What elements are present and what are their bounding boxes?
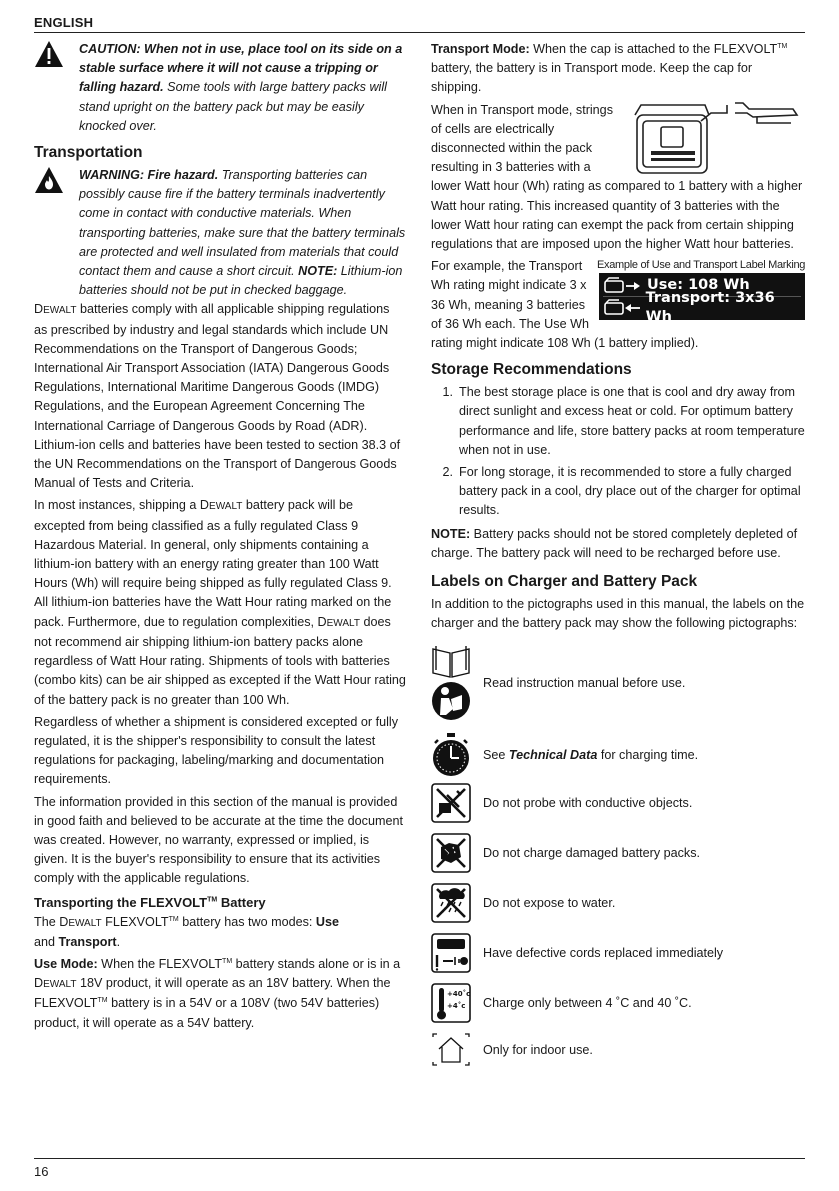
battery-arrow-right-icon xyxy=(603,277,647,295)
transport-word: Transport xyxy=(58,934,117,949)
use-word: Use xyxy=(315,914,340,929)
charging-time-suffix: for charging time. xyxy=(597,747,699,762)
caution-text: Some tools with large battery packs will stand upright on the battery pack but may be easily knocked over. xyxy=(79,80,387,133)
brand-name: EWALT xyxy=(68,917,102,929)
shipping-text-c: does not recommend air shipping lithium-ion battery packs alone regardless of Watt Hour rating. Shipments of tools with batteries (combo kits) can be air shipped as excepted if the Watt Hour rating of the battery pack is no greater than 100 Wh. xyxy=(34,614,406,707)
modes-text-a: The xyxy=(34,914,60,929)
thermometer-icon xyxy=(431,983,481,1023)
list-number: 1. xyxy=(442,385,453,400)
note-text: Battery packs should not be stored completely depleted of charge. The battery pack will need to be recharged before use. xyxy=(431,526,798,560)
use-mode-text-a: When the FLEXVOLT xyxy=(97,956,223,971)
use-label-text: Use: 108 Wh xyxy=(647,277,750,294)
footer-rule xyxy=(34,1158,805,1159)
temp-high-label: +40˚c xyxy=(447,990,471,999)
storage-list xyxy=(431,383,805,520)
brand-initial: D xyxy=(199,498,210,513)
brand-name: EWALT xyxy=(43,305,77,317)
label-marking-example xyxy=(597,257,806,325)
caution-block xyxy=(34,40,406,136)
regulations-paragraph: Regardless of whether a shipment is considered excepted or fully regulated, it is the shipper's responsibility to consult the latest regulations for packaging, labeling/marking and documentation requirements. xyxy=(34,714,399,787)
storage-title: Storage Recommendations xyxy=(431,361,632,379)
no-probe-icon xyxy=(431,783,481,823)
flexvolt-title-text: Transporting the FLEXVOLT xyxy=(34,894,208,910)
charge-temp-text: Charge only between 4 ˚C and 40 ˚C. xyxy=(483,995,692,1010)
labels-intro: In addition to the pictographs used in this manual, the labels on the charger and the battery pack may show the following pictographs: xyxy=(431,597,805,631)
brand-name: EWALT xyxy=(43,979,77,991)
indoor-text: Only for indoor use. xyxy=(483,1042,593,1057)
brand-initial: D xyxy=(59,914,69,929)
list-number: 2. xyxy=(442,465,453,480)
battery-illustration xyxy=(631,101,801,177)
damaged-battery-icon xyxy=(431,833,481,873)
brand-initial: D xyxy=(34,302,44,317)
left-column xyxy=(34,40,406,1036)
battery-arrow-left-icon xyxy=(603,299,646,317)
charging-time-text xyxy=(481,746,698,765)
no-probe-text: Do not probe with conductive objects. xyxy=(483,795,693,810)
warning-block xyxy=(34,166,406,300)
transport-mode-paragraph xyxy=(431,40,805,98)
caution-icon xyxy=(34,40,79,136)
fire-hazard-icon xyxy=(34,166,79,300)
trademark: TM xyxy=(207,896,218,904)
period: . xyxy=(116,934,121,949)
no-damaged-text: Do not charge damaged battery packs. xyxy=(483,845,701,860)
label-caption: Example of Use and Transport Label Marking xyxy=(597,259,806,272)
see-text: See xyxy=(483,747,509,762)
picto-charge-temp xyxy=(431,983,805,1023)
no-water-icon xyxy=(431,883,481,923)
transport-mode-text-b: battery, the battery is in Transport mode. Keep the cap for shipping. xyxy=(431,61,753,95)
flexvolt-transport-title xyxy=(34,893,406,912)
picto-read-manual xyxy=(431,643,805,723)
use-mode-text-c: 18V product, it will operate as an 18V battery. When the FLEXVOLT xyxy=(34,976,391,1011)
cords-text: Have defective cords replaced immediately xyxy=(483,945,724,960)
no-water-text: Do not expose to water. xyxy=(483,895,616,910)
warning-text: Transporting batteries can possibly cause fire if the battery terminals inadvertently come in contact with conductive materials. When transporting batteries, make sure that the battery terminals are protected and well insulated from materials that could contact them and cause a short circuit. xyxy=(79,168,406,279)
shipping-paragraph xyxy=(34,496,406,709)
trademark: TM xyxy=(222,957,233,965)
list-text: For long storage, it is recommended to store a fully charged battery pack in a cool, dry place out of the charger for optimal results. xyxy=(459,465,801,518)
transport-mode-label: Transport Mode: xyxy=(431,42,530,56)
defective-cord-icon xyxy=(431,933,481,973)
compliance-paragraph xyxy=(34,300,406,493)
transport-mode-text-a: When the cap is attached to the FLEXVOLT xyxy=(529,42,778,56)
brand-initial: D xyxy=(317,614,327,629)
header-rule xyxy=(34,32,805,33)
flexvolt-title-end: Battery xyxy=(217,894,266,910)
page-number: 16 xyxy=(34,1164,49,1179)
brand-name: EWALT xyxy=(326,617,360,629)
transport-label-text: Transport: 3x36 Wh xyxy=(645,289,775,325)
storage-note xyxy=(431,525,805,563)
list-item xyxy=(431,383,805,460)
transport-label xyxy=(599,273,805,325)
brand-initial: D xyxy=(34,976,44,991)
language-header: ENGLISH xyxy=(34,15,94,30)
trademark: TM xyxy=(97,997,108,1005)
manual-icon xyxy=(431,643,481,723)
example-paragraph: For example, the Transport Wh rating might indicate 3 x 36 Wh, meaning 3 batteries of 36 Wh each. The Use Wh rating might indicate 108 Wh (1 battery implied). xyxy=(431,259,699,351)
and-word: and xyxy=(34,934,59,949)
temp-low-label: +4˚c xyxy=(447,1002,466,1011)
use-mode-paragraph xyxy=(34,955,406,1033)
picto-no-damaged xyxy=(431,833,805,873)
use-mode-text-b: battery stands alone or is in a xyxy=(232,956,401,971)
warning-heading: WARNING: Fire hazard. xyxy=(79,168,219,183)
transportation-title: Transportation xyxy=(34,144,143,162)
read-manual-text: Read instruction manual before use. xyxy=(483,675,686,690)
compliance-text: batteries comply with all applicable shipping regulations as prescribed by industry and legal standards which include UN Recommendations on the Transport of Dangerous Goods; International Air Transport Association (IATA) Dangerous Goods Regulations, International Maritime Dangerous Goods (IMDG) Regulations, and the European Agreement Concerning The International Carriage of Dangerous Goods by Road (ADR). Lithium-ion cells and batteries have been tested to section 38.3 of the UN Recommendations on the Transport of Dangerous Goods Manual of Tests and Criteria. xyxy=(34,302,401,491)
brand-name: EWALT xyxy=(209,501,243,513)
list-text: The best storage place is one that is cool and dry away from direct sunlight and excess heat or cold. For optimum battery performance and life, store battery packs at room temperature when not in use. xyxy=(459,385,805,457)
caution-heading: CAUTION: When not in use, place tool on its side on a stable surface where it will not cause a tripping or falling hazard. xyxy=(79,42,403,95)
warning-note-text: Lithium-ion batteries should not be put in checked baggage. xyxy=(79,264,403,298)
indoor-house-icon xyxy=(431,1033,481,1067)
shipping-text-a: In most instances, shipping a xyxy=(34,498,200,513)
picto-no-probe xyxy=(431,783,805,823)
picto-charging-time xyxy=(431,733,805,777)
labels-title: Labels on Charger and Battery Pack xyxy=(431,573,698,591)
trademark: TM xyxy=(168,915,179,923)
strings-paragraph: When in Transport mode, strings of cells are electrically disconnected within the pack resulting in 3 batteries with a lower Watt hour (Wh) rating as compared to 1 battery with a higher Watt hour rating. This increased quantity of 3 batteries with the lower Watt hour rating can exempt the pack from certain shipping regulations that are imposed upon the higher Watt hour batteries. xyxy=(431,102,803,252)
modes-text-c: battery has two modes: xyxy=(178,914,316,929)
trademark: TM xyxy=(777,42,788,50)
use-mode-label: Use Mode: xyxy=(34,956,98,971)
picto-indoor xyxy=(431,1033,805,1067)
disclaimer-paragraph: The information provided in this section of the manual is provided in good faith and believed to be accurate at the time the document was created. However, no warranty, expressed or implied, is given. It is the buyer's responsibility to ensure that its activities comply with the applicable regulations. xyxy=(34,794,403,886)
modes-paragraph xyxy=(34,913,406,952)
shipping-text-b: battery pack will be excepted from being classified as a fully regulated Class 9 Hazardous Material. In general, only shipments containing a lithium-ion battery with an energy rating greater than 100 Watt Hours (Wh) will require being shipped as fully regulated Class 9. All lithium-ion batteries have the Watt Hour rating marked on the pack. Furthermore, due to regulation complexities, xyxy=(34,498,392,629)
picto-cords xyxy=(431,933,805,973)
right-column xyxy=(431,40,805,1067)
use-mode-text-d: battery is in a 54V or a 108V (two 54V batteries) product, it will operate as a 54V battery. xyxy=(34,996,380,1030)
modes-text-b: FLEXVOLT xyxy=(101,914,169,929)
transport-label-row xyxy=(603,289,801,325)
technical-data-link: Technical Data xyxy=(508,747,598,762)
stopwatch-icon xyxy=(431,733,481,777)
note-label: NOTE: xyxy=(431,526,471,541)
picto-no-water xyxy=(431,883,805,923)
list-item xyxy=(431,463,805,521)
warning-note-label: NOTE: xyxy=(298,264,338,279)
